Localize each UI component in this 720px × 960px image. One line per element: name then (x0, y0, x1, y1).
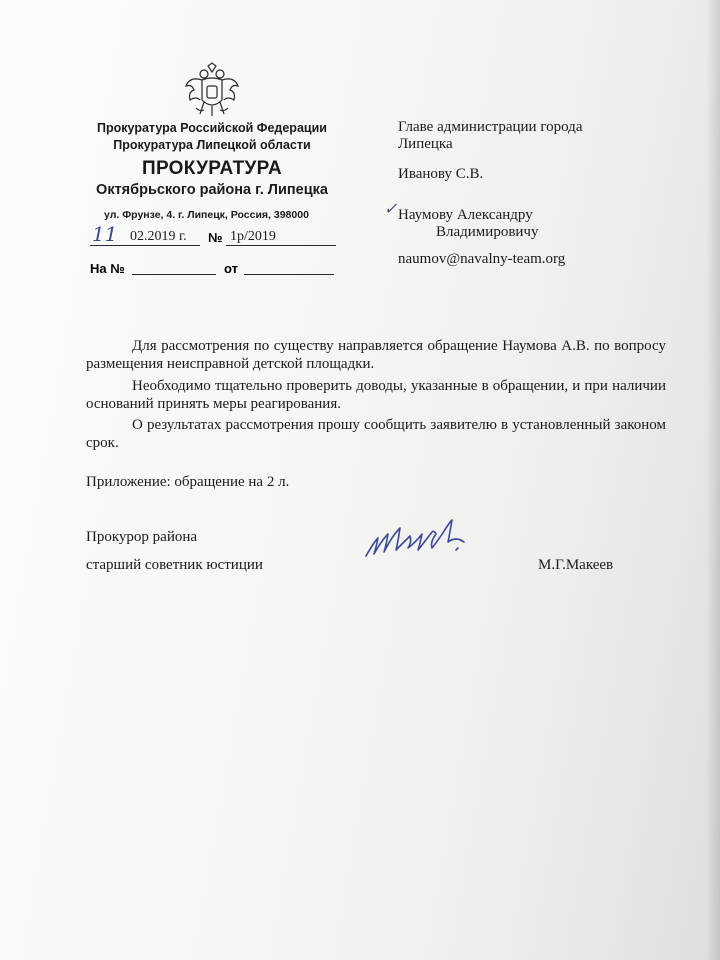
office-title: ПРОКУРАТУРА (142, 158, 282, 179)
signature-image (360, 512, 490, 562)
recipient-line2: Липецка (398, 136, 453, 152)
date-printed: 02.2019 г. (130, 229, 187, 244)
from-underline (244, 274, 334, 275)
body-paragraph-3: О результатах рассмотрения прошу сообщить заявителю в установленный законом срок. (86, 417, 666, 451)
page-edge-shadow (706, 0, 720, 960)
from-label: от (224, 261, 238, 276)
emblem-icon (182, 62, 242, 120)
body-paragraph-1: Для рассмотрения по существу направляется обращение Наумова А.В. по вопросу размещения неисправной детской площадки. (86, 338, 666, 372)
on-number-underline (132, 274, 216, 275)
signer-position: Прокурор района (86, 529, 198, 545)
recipient-email: naumov@navalny-team.org (398, 251, 566, 267)
date-handwritten: 11 (92, 222, 118, 246)
signer-name: М.Г.Макеев (538, 557, 614, 573)
number-label: № (208, 230, 223, 245)
number-underline (226, 245, 336, 246)
office-subtitle: Октябрьского района г. Липецка (96, 182, 328, 198)
office-address: ул. Фрунзе, 4. г. Липецк, Россия, 398000 (104, 209, 309, 221)
body-paragraph-2: Необходимо тщательно проверить доводы, указанные в обращении, и при наличии оснований принять меры реагирования. (86, 378, 666, 412)
recipient-line4: Наумову Александру (398, 207, 533, 223)
check-mark: ✓ (384, 199, 398, 218)
date-underline (90, 245, 200, 246)
recipient-line1: Главе администрации города (398, 119, 583, 135)
recipient-line5: Владимировичу (436, 224, 539, 240)
number-value: 1р/2019 (230, 229, 276, 244)
org-line-federal: Прокуратура Российской Федерации (97, 121, 327, 135)
signer-rank: старший советник юстиции (86, 557, 263, 573)
attachment-line: Приложение: обращение на 2 л. (86, 474, 290, 490)
org-line-regional: Прокуратура Липецкой области (113, 138, 311, 152)
recipient-line3: Иванову С.В. (398, 166, 484, 182)
on-number-label: На № (90, 261, 125, 276)
